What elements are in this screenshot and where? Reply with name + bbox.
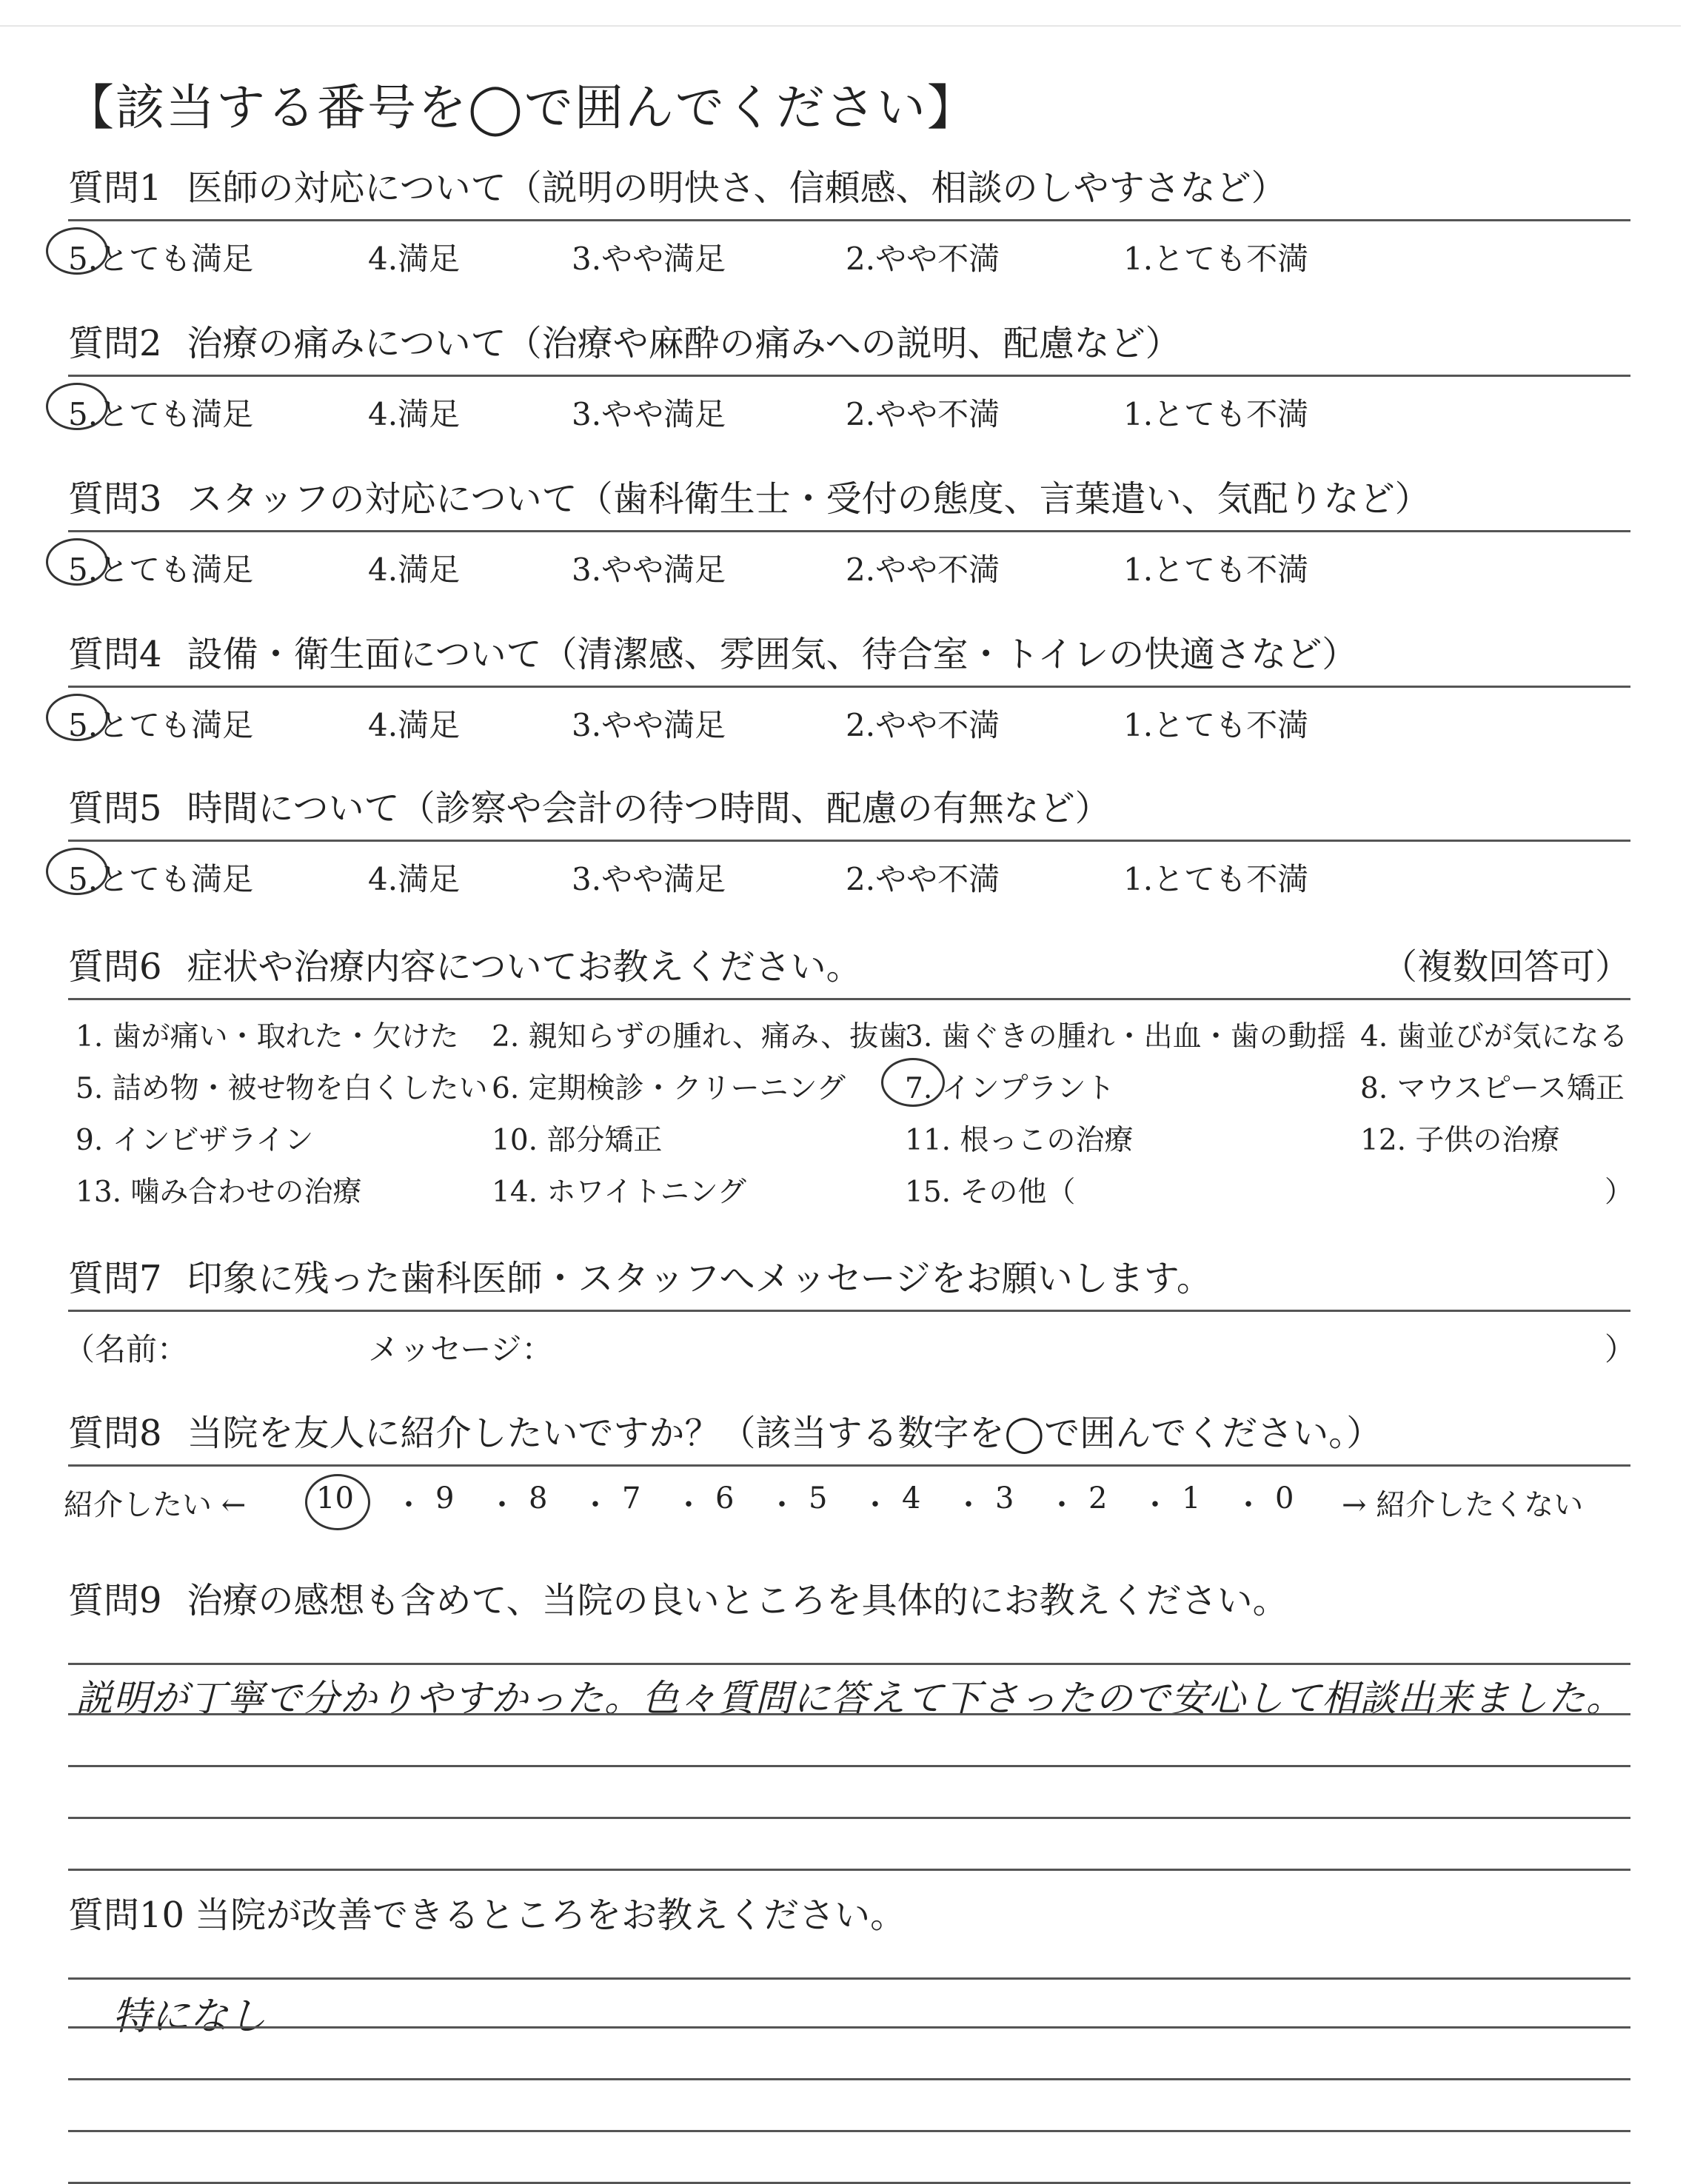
rating-10[interactable]: 10 [316, 1481, 354, 1515]
option-3[interactable]: 3.やや満足 [572, 552, 726, 588]
divider [68, 686, 1630, 688]
separator-dot: ・ [487, 1488, 517, 1522]
writing-line [68, 2026, 1630, 2029]
divider [68, 1464, 1630, 1467]
option-2[interactable]: 2.やや不満 [846, 396, 1000, 432]
question-text: 医師の対応について（説明の明快さ、信頼感、相談のしやすさなど） [187, 167, 1287, 209]
question-number: 質問7 [68, 1258, 162, 1299]
rating-1[interactable]: 1 [1182, 1481, 1201, 1515]
question-text: スタッフの対応について（歯科衛生士・受付の態度、言葉遣い、気配りなど） [187, 478, 1431, 520]
writing-line [68, 1977, 1630, 1980]
question-text: 症状や治療内容についてお教えください。 [187, 946, 862, 988]
divider [68, 375, 1630, 377]
treatment-option-13[interactable]: 13. 噛み合わせの治療 [76, 1176, 362, 1209]
question-number: 質問3 [68, 478, 162, 520]
question-text: 印象に残った歯科医師・スタッフへメッセージをお願いします。 [187, 1258, 1212, 1299]
option-4[interactable]: 4.満足 [368, 396, 461, 432]
separator-dot: ・ [1140, 1488, 1170, 1522]
handwritten-answer[interactable]: 特になし [113, 1994, 267, 2039]
separator-dot: ・ [860, 1488, 890, 1522]
recommend-scale [64, 1474, 1630, 1526]
question-number: 質問4 [68, 634, 162, 675]
option-1[interactable]: 1.とても不満 [1123, 241, 1309, 277]
question-7 [64, 1258, 1636, 1367]
treatment-option-4[interactable]: 4. 歯並びが気になる [1360, 1020, 1628, 1054]
rating-5[interactable]: 5 [809, 1481, 828, 1515]
divider [68, 1310, 1630, 1312]
top-border [0, 25, 1681, 27]
rating-6[interactable]: 6 [715, 1481, 735, 1515]
treatment-options [68, 1014, 1634, 1228]
question-3 [68, 478, 1630, 588]
writing-line [68, 1663, 1630, 1665]
treatment-option-9[interactable]: 9. インビザライン [76, 1124, 314, 1157]
writing-line [68, 1713, 1630, 1715]
rating-0[interactable]: 0 [1275, 1481, 1294, 1515]
option-1[interactable]: 1.とても不満 [1123, 396, 1309, 432]
question-9 [68, 1580, 1630, 1720]
option-5[interactable]: 5.とても満足 [68, 707, 254, 743]
option-4[interactable]: 4.満足 [368, 241, 461, 277]
recommend-right-label: → 紹介したくない [1342, 1488, 1584, 1522]
divider [68, 530, 1630, 532]
separator-dot: ・ [767, 1488, 797, 1522]
treatment-option-6[interactable]: 6. 定期検診・クリーニング [492, 1072, 846, 1105]
question-2 [68, 323, 1630, 432]
rating-8[interactable]: 8 [529, 1481, 548, 1515]
question-text: 時間について（診察や会計の待つ時間、配慮の有無など） [187, 788, 1111, 829]
rating-3[interactable]: 3 [995, 1481, 1014, 1515]
message-label: メッセージ： [368, 1331, 553, 1367]
question-text: 治療の感想も含めて、当院の良いところを具体的にお教えください。 [187, 1580, 1288, 1621]
rating-2[interactable]: 2 [1088, 1481, 1108, 1515]
question-6 [68, 946, 1634, 1228]
question-number: 質問10 [68, 1895, 185, 1936]
option-5[interactable]: 5.とても満足 [68, 552, 254, 588]
question-number: 質問9 [68, 1580, 162, 1621]
question-text: 当院を友人に紹介したいですか？（該当する数字を◯で囲んでください。） [187, 1413, 1382, 1454]
option-5[interactable]: 5.とても満足 [68, 396, 254, 432]
question-number: 質問2 [68, 323, 162, 364]
rating-7[interactable]: 7 [622, 1481, 641, 1515]
separator-dot: ・ [674, 1488, 703, 1522]
question-text: 治療の痛みについて（治療や麻酔の痛みへの説明、配慮など） [187, 323, 1181, 364]
question-5 [68, 788, 1630, 897]
question-1 [68, 167, 1630, 277]
treatment-option-7[interactable]: 7. インプラント [905, 1072, 1115, 1105]
option-3[interactable]: 3.やや満足 [572, 396, 726, 432]
option-1[interactable]: 1.とても不満 [1123, 707, 1309, 743]
divider [68, 840, 1630, 842]
option-2[interactable]: 2.やや不満 [846, 861, 1000, 897]
separator-dot: ・ [394, 1488, 424, 1522]
question-4 [68, 634, 1630, 743]
separator-dot: ・ [1047, 1488, 1077, 1522]
treatment-option-5[interactable]: 5. 詰め物・被せ物を白くしたい [76, 1072, 488, 1105]
separator-dot: ・ [581, 1488, 610, 1522]
treatment-option-11[interactable]: 11. 根っこの治療 [905, 1124, 1134, 1157]
close-paren: ） [1605, 1331, 1636, 1367]
treatment-option-2[interactable]: 2. 親知らずの腫れ、痛み、抜歯 [492, 1020, 908, 1054]
option-5[interactable]: 5.とても満足 [68, 861, 254, 897]
question-number: 質問6 [68, 946, 162, 988]
option-5[interactable]: 5.とても満足 [68, 241, 254, 277]
name-label: （名前： [64, 1331, 189, 1367]
writing-line [68, 1869, 1630, 1871]
writing-line [68, 2078, 1630, 2080]
question-number: 質問8 [68, 1413, 162, 1454]
option-3[interactable]: 3.やや満足 [572, 241, 726, 277]
question-number: 質問5 [68, 788, 162, 829]
option-2[interactable]: 2.やや不満 [846, 552, 1000, 588]
treatment-option-15[interactable]: 15. その他（ [905, 1176, 1076, 1209]
option-1[interactable]: 1.とても不満 [1123, 552, 1309, 588]
treatment-option-14[interactable]: 14. ホワイトニング [492, 1176, 746, 1209]
option-4[interactable]: 4.満足 [368, 552, 461, 588]
divider [68, 219, 1630, 221]
option-3[interactable]: 3.やや満足 [572, 861, 726, 897]
writing-line [68, 2130, 1630, 2132]
option-3[interactable]: 3.やや満足 [572, 707, 726, 743]
question-text: 当院が改善できるところをお教えください。 [195, 1895, 906, 1936]
recommend-left-label: 紹介したい ← [64, 1488, 247, 1522]
treatment-option-8[interactable]: 8. マウスピース矯正 [1360, 1072, 1625, 1105]
divider [68, 998, 1630, 1000]
question-number: 質問1 [68, 167, 162, 209]
handwritten-answer[interactable]: 説明が丁寧で分かりやすかった。色々質問に答えて下さったので安心して相談出来ました。 [76, 1677, 1624, 1720]
option-2[interactable]: 2.やや不満 [846, 241, 1000, 277]
option-1[interactable]: 1.とても不満 [1123, 861, 1309, 897]
rating-9[interactable]: 9 [435, 1481, 455, 1515]
separator-dot: ・ [1234, 1488, 1263, 1522]
treatment-option-1[interactable]: 1. 歯が痛い・取れた・欠けた [76, 1020, 459, 1054]
question-8 [64, 1413, 1630, 1526]
treatment-option-10[interactable]: 10. 部分矯正 [492, 1124, 663, 1157]
option-4[interactable]: 4.満足 [368, 707, 461, 743]
treatment-option-3[interactable]: 3. 歯ぐきの腫れ・出血・歯の動揺 [905, 1020, 1346, 1054]
other-close-paren: ） [1605, 1176, 1634, 1209]
option-4[interactable]: 4.満足 [368, 861, 461, 897]
separator-dot: ・ [954, 1488, 983, 1522]
treatment-option-12[interactable]: 12. 子供の治療 [1360, 1124, 1560, 1157]
question-10 [68, 1895, 1630, 2039]
rating-4[interactable]: 4 [902, 1481, 921, 1515]
option-2[interactable]: 2.やや不満 [846, 707, 1000, 743]
writing-line [68, 1765, 1630, 1767]
question-text: 設備・衛生面について（清潔感、雰囲気、待合室・トイレの快適さなど） [187, 634, 1358, 675]
page-title: 【該当する番号を◯で囲んでください】 [65, 79, 977, 136]
writing-line [68, 1817, 1630, 1819]
multiple-answer-note: （複数回答可） [1381, 946, 1630, 988]
